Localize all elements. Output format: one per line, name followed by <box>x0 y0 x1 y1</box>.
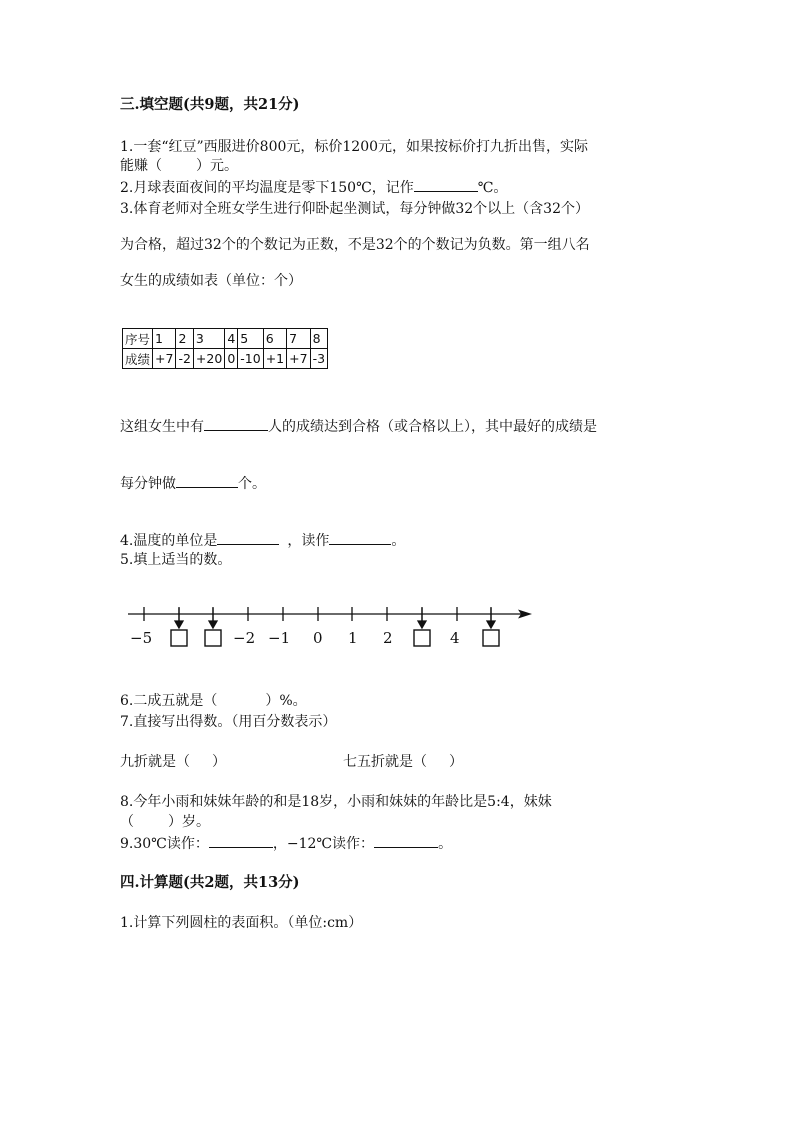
q3-line2: 为合格，超过32个的个数记为正数，不是32个的个数记为负数。第一组八名 <box>120 237 590 253</box>
number-line <box>120 600 540 650</box>
answer-box <box>171 630 187 646</box>
q8-line1: 8.今年小雨和妹妹年龄的和是18岁，小雨和妹妹的年龄比是5:4，妹妹 <box>120 794 552 810</box>
tick-label: 4 <box>450 629 460 647</box>
q3-line1: 3.体育老师对全班女学生进行仰卧起坐测试，每分钟做32个以上（含32个） <box>120 201 589 217</box>
q7-text: 7.直接写出得数。（用百分数表示） <box>120 714 337 730</box>
q8-line2 <box>120 813 210 831</box>
table-cell: +7 <box>153 349 176 369</box>
q2-text-end: ℃。 <box>477 180 508 196</box>
section-3-title: 三.填空题(共9题，共21分) <box>120 96 300 113</box>
table-cell: 8 <box>310 329 327 349</box>
table-cell: -2 <box>176 349 193 369</box>
q7-left-end: ） <box>212 754 226 770</box>
q7-right <box>343 753 463 771</box>
q7-right-start: 七五折就是（ <box>343 754 427 770</box>
table-row <box>123 329 328 349</box>
table-cell: 7 <box>287 329 310 349</box>
q8-line2-end: ）岁。 <box>168 814 210 830</box>
q9-text-start: 9.30℃读作： <box>120 836 209 852</box>
tick-label: −1 <box>268 629 291 647</box>
q4-read-blank[interactable] <box>329 531 391 545</box>
q9-text-end: 。 <box>438 836 453 852</box>
table-cell: 序号 <box>123 329 153 349</box>
q1-line1: 1.一套“红豆”西服进价800元，标价1200元，如果按标价打九折出售，实际 <box>120 139 589 155</box>
q7-right-end: ） <box>449 754 463 770</box>
q2-answer-blank[interactable] <box>414 178 478 192</box>
down-arrow-icon <box>175 621 183 628</box>
q9-text-mid: ，−12℃读作： <box>272 836 375 852</box>
section-4-title: 四.计算题(共2题，共13分) <box>120 874 300 891</box>
q3-answer-line1 <box>120 417 597 436</box>
table-cell: -3 <box>310 349 327 369</box>
q1-line2 <box>120 157 238 175</box>
q3-answer2-start: 每分钟做 <box>120 476 176 492</box>
q3-best-blank[interactable] <box>176 474 238 488</box>
down-arrow-icon <box>209 621 217 628</box>
q9-blank-1[interactable] <box>209 834 273 848</box>
q1-line2-end: ）元。 <box>196 158 238 174</box>
calc1-text: 1.计算下列圆柱的表面积。（单位:cm） <box>120 915 363 931</box>
q6-text-end: ）%。 <box>265 693 307 709</box>
q4-text-start: 4.温度的单位是 <box>120 533 218 549</box>
tick-label: 2 <box>383 629 393 647</box>
table-cell: -10 <box>238 349 263 369</box>
table-cell: 4 <box>225 329 238 349</box>
table-cell: +1 <box>263 349 286 369</box>
down-arrow-icon <box>418 621 426 628</box>
table-cell: 3 <box>193 329 224 349</box>
tick-label: 0 <box>313 629 323 647</box>
q7-left <box>120 753 226 771</box>
table-cell: 5 <box>238 329 263 349</box>
tick-label: −2 <box>233 629 256 647</box>
tick-label: 1 <box>348 629 358 647</box>
down-arrow-icon <box>487 621 495 628</box>
q7-left-start: 九折就是（ <box>120 754 190 770</box>
table-cell: +7 <box>287 349 310 369</box>
table-cell: 2 <box>176 329 193 349</box>
q4-text-end: 。 <box>391 533 406 549</box>
table-cell: 成绩 <box>123 349 153 369</box>
q3-answer-line2 <box>120 474 266 493</box>
q4-unit-blank[interactable] <box>217 531 279 545</box>
q9-blank-2[interactable] <box>374 834 438 848</box>
answer-box <box>414 630 430 646</box>
q2-line <box>120 178 507 197</box>
table-cell: 6 <box>263 329 286 349</box>
pointer-arrows <box>175 608 495 628</box>
answer-box <box>483 630 499 646</box>
answer-box <box>205 630 221 646</box>
q6-text-start: 6.二成五就是（ <box>120 693 218 709</box>
table-row <box>123 349 328 369</box>
table-cell: 1 <box>153 329 176 349</box>
q4-line <box>120 531 405 550</box>
q3-answer1-end: 人的成绩达到合格（或合格以上），其中最好的成绩是 <box>268 419 597 435</box>
q4-text-mid: ，读作 <box>287 533 330 549</box>
q3-count-blank[interactable] <box>204 417 268 431</box>
q5-text: 5.填上适当的数。 <box>120 552 232 568</box>
q3-answer1-start: 这组女生中有 <box>120 419 204 435</box>
q9-line <box>120 834 452 853</box>
table-cell: +20 <box>193 349 224 369</box>
q3-line3: 女生的成绩如表（单位：个） <box>120 273 302 289</box>
table-cell: 0 <box>225 349 238 369</box>
q1-line2-start: 能赚（ <box>120 158 162 174</box>
q3-answer2-end: 个。 <box>238 476 266 492</box>
q2-text-start: 2.月球表面夜间的平均温度是零下150℃，记作 <box>120 180 414 196</box>
score-table <box>122 328 328 369</box>
q8-line2-start: （ <box>120 814 134 830</box>
tick-label: −5 <box>130 629 153 647</box>
q6-line <box>120 692 307 710</box>
